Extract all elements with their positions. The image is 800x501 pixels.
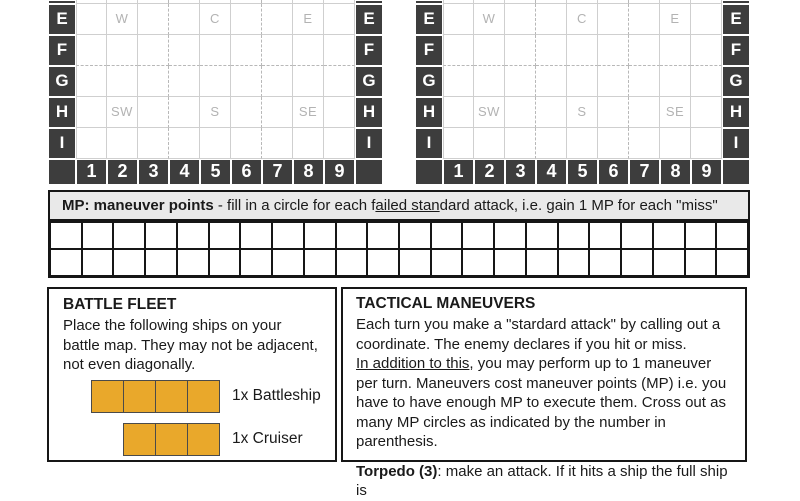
mp-circle-cell[interactable]	[82, 249, 114, 276]
grid-cell-i9[interactable]	[691, 128, 722, 159]
grid-cell-i6[interactable]	[598, 128, 629, 159]
grid-cell-e3[interactable]	[138, 4, 169, 35]
grid-cell-i3[interactable]	[138, 128, 169, 159]
grid-cell-f5[interactable]	[567, 35, 598, 66]
grid-cell-i4[interactable]	[536, 128, 567, 159]
tactical-maneuvers-box	[341, 287, 747, 499]
grid-cell-g5[interactable]	[200, 66, 231, 97]
mp-circle-cell[interactable]	[494, 222, 526, 249]
row-label-i: I	[48, 128, 76, 159]
row-label-f: F	[355, 35, 383, 66]
mp-circle-cell[interactable]	[685, 222, 717, 249]
mp-circle-cell[interactable]	[336, 222, 368, 249]
tactical-paragraph-3: Torpedo (3): make an attack. If it hits a ship the full ship is	[356, 462, 728, 499]
mp-tracker-header	[48, 190, 750, 221]
grid-cell-f1[interactable]	[76, 35, 107, 66]
tactical-title: TACTICAL MANEUVERS	[356, 295, 536, 312]
row-label-e: E	[48, 4, 76, 35]
grid-cell-e3[interactable]	[505, 4, 536, 35]
mp-circle-cell[interactable]	[272, 222, 304, 249]
grid-cell-f6[interactable]	[231, 35, 262, 66]
row-label-i: I	[722, 128, 750, 159]
grid-cell-f5[interactable]	[200, 35, 231, 66]
mp-circle-cell[interactable]	[431, 222, 463, 249]
compass-cell-se[interactable]: SE	[660, 97, 691, 128]
grid-cell-h4[interactable]	[169, 97, 200, 128]
row-label-i: I	[415, 128, 443, 159]
grid-cell-g4[interactable]	[169, 66, 200, 97]
col-label-6: 6	[231, 159, 262, 186]
col-label-1: 1	[443, 159, 474, 186]
grid-cell-i1[interactable]	[76, 128, 107, 159]
mp-tracker-cells	[48, 220, 750, 278]
mp-circle-cell[interactable]	[145, 222, 177, 249]
grid-cell-i4[interactable]	[169, 128, 200, 159]
row-label-f: F	[722, 35, 750, 66]
col-label-2: 2	[107, 159, 138, 186]
grid-cell-g7[interactable]	[629, 66, 660, 97]
row-label-e: E	[722, 4, 750, 35]
mp-circle-cell[interactable]	[653, 222, 685, 249]
mp-circle-cell[interactable]	[653, 249, 685, 276]
mp-circle-cell[interactable]	[367, 249, 399, 276]
mp-circle-cell[interactable]	[367, 222, 399, 249]
grid-cell-g5[interactable]	[567, 66, 598, 97]
row-label-g: G	[722, 66, 750, 97]
tactical-paragraph-1: Each turn you make a "stardard attack" by calling out a coordinate. The enemy declares if you hit or miss.	[356, 316, 721, 353]
mp-circle-cell[interactable]	[304, 249, 336, 276]
mp-circle-cell[interactable]	[209, 249, 241, 276]
grid-cell-i8[interactable]	[660, 128, 691, 159]
grid-cell-f8[interactable]	[660, 35, 691, 66]
mp-row	[50, 222, 748, 249]
grid-corner	[415, 159, 443, 186]
grid-cell-e9[interactable]	[691, 4, 722, 35]
grid-cell-g9[interactable]	[324, 66, 355, 97]
grid-cell-f4[interactable]	[536, 35, 567, 66]
row-label-g: G	[415, 66, 443, 97]
ship-segment	[91, 380, 124, 413]
mp-circle-cell[interactable]	[558, 249, 590, 276]
row-label-i: I	[355, 128, 383, 159]
mp-circle-cell[interactable]	[494, 249, 526, 276]
grid-cell-g2[interactable]	[107, 66, 138, 97]
row-label-f: F	[48, 35, 76, 66]
ship-label: 1x Cruiser	[232, 430, 303, 447]
grid-cell-e7[interactable]	[629, 4, 660, 35]
col-label-9: 9	[324, 159, 355, 186]
grid-cell-g3[interactable]	[505, 66, 536, 97]
grid-cell-f6[interactable]	[598, 35, 629, 66]
grid-cell-g1[interactable]	[76, 66, 107, 97]
row-label-h: H	[722, 97, 750, 128]
mp-circle-cell[interactable]	[685, 249, 717, 276]
row-label-h: H	[355, 97, 383, 128]
grid-cell-g6[interactable]	[231, 66, 262, 97]
mp-circle-cell[interactable]	[50, 249, 82, 276]
grid-cell-f7[interactable]	[629, 35, 660, 66]
mp-circle-cell[interactable]	[113, 222, 145, 249]
mp-circle-cell[interactable]	[589, 249, 621, 276]
grid-corner	[48, 159, 76, 186]
col-label-7: 7	[629, 159, 660, 186]
grid-cell-g4[interactable]	[536, 66, 567, 97]
grid-cell-e1[interactable]	[76, 4, 107, 35]
mp-circle-cell[interactable]	[462, 249, 494, 276]
grid-cell-e6[interactable]	[231, 4, 262, 35]
compass-cell-w[interactable]: W	[474, 4, 505, 35]
grid-cell-g8[interactable]	[293, 66, 324, 97]
grid-cell-e1[interactable]	[443, 4, 474, 35]
grid-cell-g8[interactable]	[660, 66, 691, 97]
ship-list	[88, 380, 321, 456]
compass-cell-c[interactable]: C	[567, 4, 598, 35]
grid-cell-i1[interactable]	[443, 128, 474, 159]
grid-cell-h3[interactable]	[505, 97, 536, 128]
compass-cell-s[interactable]: S	[200, 97, 231, 128]
grid-cell-g9[interactable]	[691, 66, 722, 97]
grid-corner	[722, 159, 750, 186]
grid-cell-f9[interactable]	[691, 35, 722, 66]
mp-circle-cell[interactable]	[589, 222, 621, 249]
mp-circle-cell[interactable]	[526, 249, 558, 276]
mp-circle-cell[interactable]	[621, 222, 653, 249]
grid-corner	[355, 159, 383, 186]
grid-cell-h7[interactable]	[262, 97, 293, 128]
grid-cell-g3[interactable]	[138, 66, 169, 97]
ship-row	[88, 380, 321, 413]
ship-segment	[155, 423, 188, 456]
grid-cell-i7[interactable]	[262, 128, 293, 159]
col-label-4: 4	[169, 159, 200, 186]
row-label-h: H	[48, 97, 76, 128]
grid-cell-f8[interactable]	[293, 35, 324, 66]
grid-cell-i3[interactable]	[505, 128, 536, 159]
col-label-1: 1	[76, 159, 107, 186]
grid-cell-h9[interactable]	[691, 97, 722, 128]
grid-cell-f2[interactable]	[107, 35, 138, 66]
compass-cell-s[interactable]: S	[567, 97, 598, 128]
battle-map-left	[48, 0, 383, 185]
compass-cell-sw[interactable]: SW	[107, 97, 138, 128]
ship-segment	[187, 380, 220, 413]
mp-circle-cell[interactable]	[462, 222, 494, 249]
ship-label: 1x Battleship	[232, 387, 321, 404]
mp-header-text: MP: maneuver points - fill in a circle for each failed standard attack, i.e. gain 1 MP for each "miss"	[62, 197, 718, 214]
grid-cell-i5[interactable]	[200, 128, 231, 159]
row-label-g: G	[355, 66, 383, 97]
mp-circle-cell[interactable]	[177, 222, 209, 249]
row-label-e: E	[355, 4, 383, 35]
grid-cell-i8[interactable]	[293, 128, 324, 159]
mp-circle-cell[interactable]	[82, 222, 114, 249]
grid-cell-h6[interactable]	[598, 97, 629, 128]
grid-cell-h1[interactable]	[443, 97, 474, 128]
col-label-8: 8	[293, 159, 324, 186]
grid-cell-i2[interactable]	[107, 128, 138, 159]
battle-fleet-description: Place the following ships on your battle map. They may not be adjacent, not even diagonally.	[63, 317, 318, 373]
grid-cell-h4[interactable]	[536, 97, 567, 128]
grid-cell-h7[interactable]	[629, 97, 660, 128]
grid-cell-f3[interactable]	[505, 35, 536, 66]
tactical-paragraph-2: In addition to this, you may perform up to 1 maneuver per turn. Maneuvers cost maneuver points (MP) i.e. you have to have enough MP to execute them. Cross out as many MP circles as indicated by the number in parenthesis.	[356, 355, 727, 450]
col-label-5: 5	[567, 159, 598, 186]
mp-circle-cell[interactable]	[431, 249, 463, 276]
grid-cell-g6[interactable]	[598, 66, 629, 97]
grid-cell-f2[interactable]	[474, 35, 505, 66]
mp-circle-cell[interactable]	[209, 222, 241, 249]
mp-circle-cell[interactable]	[558, 222, 590, 249]
mp-circle-cell[interactable]	[113, 249, 145, 276]
mp-circle-cell[interactable]	[145, 249, 177, 276]
mp-circle-cell[interactable]	[177, 249, 209, 276]
grid-cell-g2[interactable]	[474, 66, 505, 97]
col-label-6: 6	[598, 159, 629, 186]
grid-cell-e4[interactable]	[169, 4, 200, 35]
grid-cell-i5[interactable]	[567, 128, 598, 159]
mp-circle-cell[interactable]	[240, 249, 272, 276]
row-label-h: H	[415, 97, 443, 128]
grid-cell-f4[interactable]	[169, 35, 200, 66]
grid-cell-i6[interactable]	[231, 128, 262, 159]
grid-cell-f3[interactable]	[138, 35, 169, 66]
battle-map-right	[415, 0, 750, 185]
mp-circle-cell[interactable]	[399, 249, 431, 276]
grid-cell-g7[interactable]	[262, 66, 293, 97]
compass-cell-w[interactable]: W	[107, 4, 138, 35]
row-label-e: E	[415, 4, 443, 35]
mp-circle-cell[interactable]	[304, 222, 336, 249]
grid-cell-h9[interactable]	[324, 97, 355, 128]
ship-segment	[155, 380, 188, 413]
mp-circle-cell[interactable]	[240, 222, 272, 249]
col-label-9: 9	[691, 159, 722, 186]
mp-circle-cell[interactable]	[272, 249, 304, 276]
grid-cell-e6[interactable]	[598, 4, 629, 35]
grid-cell-f7[interactable]	[262, 35, 293, 66]
col-label-4: 4	[536, 159, 567, 186]
battle-fleet-box	[47, 287, 337, 462]
ship-shape	[88, 380, 220, 413]
grid-cell-i7[interactable]	[629, 128, 660, 159]
mp-row	[50, 249, 748, 276]
mp-circle-cell[interactable]	[399, 222, 431, 249]
mp-circle-cell[interactable]	[716, 222, 748, 249]
row-label-g: G	[48, 66, 76, 97]
compass-cell-sw[interactable]: SW	[474, 97, 505, 128]
ship-row	[88, 423, 321, 456]
grid-cell-f9[interactable]	[324, 35, 355, 66]
col-label-7: 7	[262, 159, 293, 186]
compass-cell-se[interactable]: SE	[293, 97, 324, 128]
grid-cell-g1[interactable]	[443, 66, 474, 97]
row-label-f: F	[415, 35, 443, 66]
grid-cell-h3[interactable]	[138, 97, 169, 128]
compass-cell-c[interactable]: C	[200, 4, 231, 35]
grid-cell-h6[interactable]	[231, 97, 262, 128]
ship-segment	[123, 423, 156, 456]
grid-cell-e7[interactable]	[262, 4, 293, 35]
grid-cell-i2[interactable]	[474, 128, 505, 159]
ship-segment	[123, 380, 156, 413]
mp-circle-cell[interactable]	[526, 222, 558, 249]
grid-cell-e4[interactable]	[536, 4, 567, 35]
grid-cell-h1[interactable]	[76, 97, 107, 128]
mp-circle-cell[interactable]	[336, 249, 368, 276]
col-label-3: 3	[138, 159, 169, 186]
mp-circle-cell[interactable]	[716, 249, 748, 276]
compass-cell-e[interactable]: E	[293, 4, 324, 35]
grid-cell-e9[interactable]	[324, 4, 355, 35]
col-label-8: 8	[660, 159, 691, 186]
ship-segment	[187, 423, 220, 456]
ship-shape	[88, 423, 220, 456]
col-label-5: 5	[200, 159, 231, 186]
compass-cell-e[interactable]: E	[660, 4, 691, 35]
mp-circle-cell[interactable]	[50, 222, 82, 249]
col-label-3: 3	[505, 159, 536, 186]
grid-cell-i9[interactable]	[324, 128, 355, 159]
mp-circle-cell[interactable]	[621, 249, 653, 276]
col-label-2: 2	[474, 159, 505, 186]
battle-fleet-title: BATTLE FLEET	[63, 296, 177, 313]
grid-cell-f1[interactable]	[443, 35, 474, 66]
